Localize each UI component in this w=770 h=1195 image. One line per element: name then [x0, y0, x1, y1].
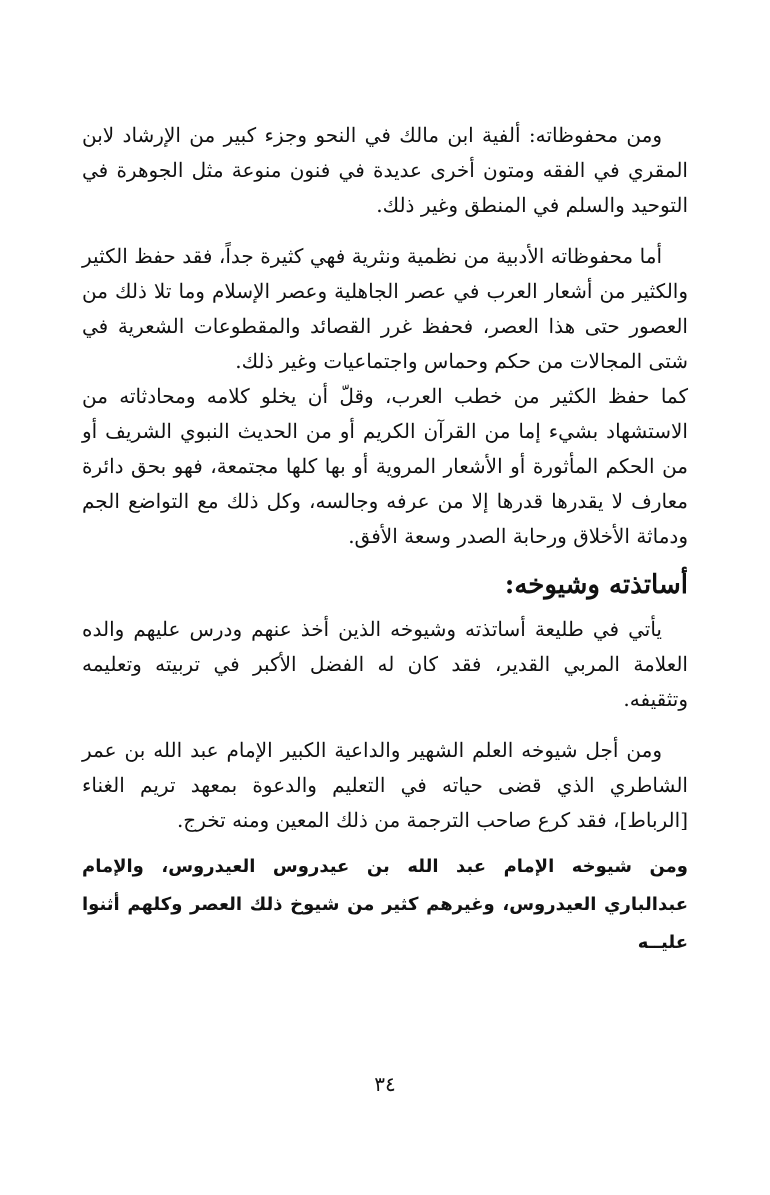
section-heading-teachers: أساتذته وشيوخه: [504, 570, 688, 600]
paragraph-main-sheikh: ومن أجل شيوخه العلم الشهير والداعية الكبير الإمام عبد الله بن عمر الشاطري الذي قضى حياته في التعليم والدعوة بمعهد تريم الغناء [الرباط]، فقد كرع صاحب الترجمة من ذلك المعين ومنه تخرج. [82, 738, 688, 832]
page-number: ٣٤ [374, 1072, 396, 1096]
paragraph-father-teacher: يأتي في طليعة أساتذته وشيوخه الذين أخذ عنهم ودرس عليهم والده العلامة المربي القدير، فقد كان له الفضل الأكبر في تربيته وتعليمه وتثقيفه. [82, 617, 688, 711]
page-body [82, 118, 688, 962]
paragraph-other-sheikhs: ومن شيوخه الإمام عبد الله بن عيدروس العيدروس، والإمام عبدالباري العيدروس، وغيرهم كثير من شيوخ ذلك العصر وكلهم أثنوا عليــه [82, 856, 688, 953]
paragraph-arab-speeches: كما حفظ الكثير من خطب العرب، وقلّ أن يخلو كلامه ومحادثاته من الاستشهاد بشيء إما من القرآن الكريم أو من الحديث النبوي الشريف أو من الحكم المأثورة أو الأشعار المروية أو بها كلها مجتمعة، فهو بحق دائرة معارف لا يقدرها قدرها إلا من عرفه وجالسه، وكل ذلك مع التواضع الجم ودماثة الأخلاق ورحابة الصدر وسعة الأفق. [82, 384, 688, 548]
paragraph-memorized-texts: ومن محفوظاته: ألفية ابن مالك في النحو وجزء كبير من الإرشاد لابن المقري في الفقه ومتون أخرى عديدة في فنون منوعة مثل الجوهرة في التوحيد والسلم في المنطق وغير ذلك. [82, 123, 688, 217]
paragraph-literary-memorization: أما محفوظاته الأدبية من نظمية ونثرية فهي كثيرة جداً، فقد حفظ الكثير والكثير من أشعار العرب في عصر الجاهلية وعصر الإسلام وما تلا ذلك من العصور حتى هذا العصر، فحفظ غرر القصائد والمقطوعات الشعرية في شتى المجالات من حكم وحماس واجتماعيات وغير ذلك. [82, 244, 688, 373]
